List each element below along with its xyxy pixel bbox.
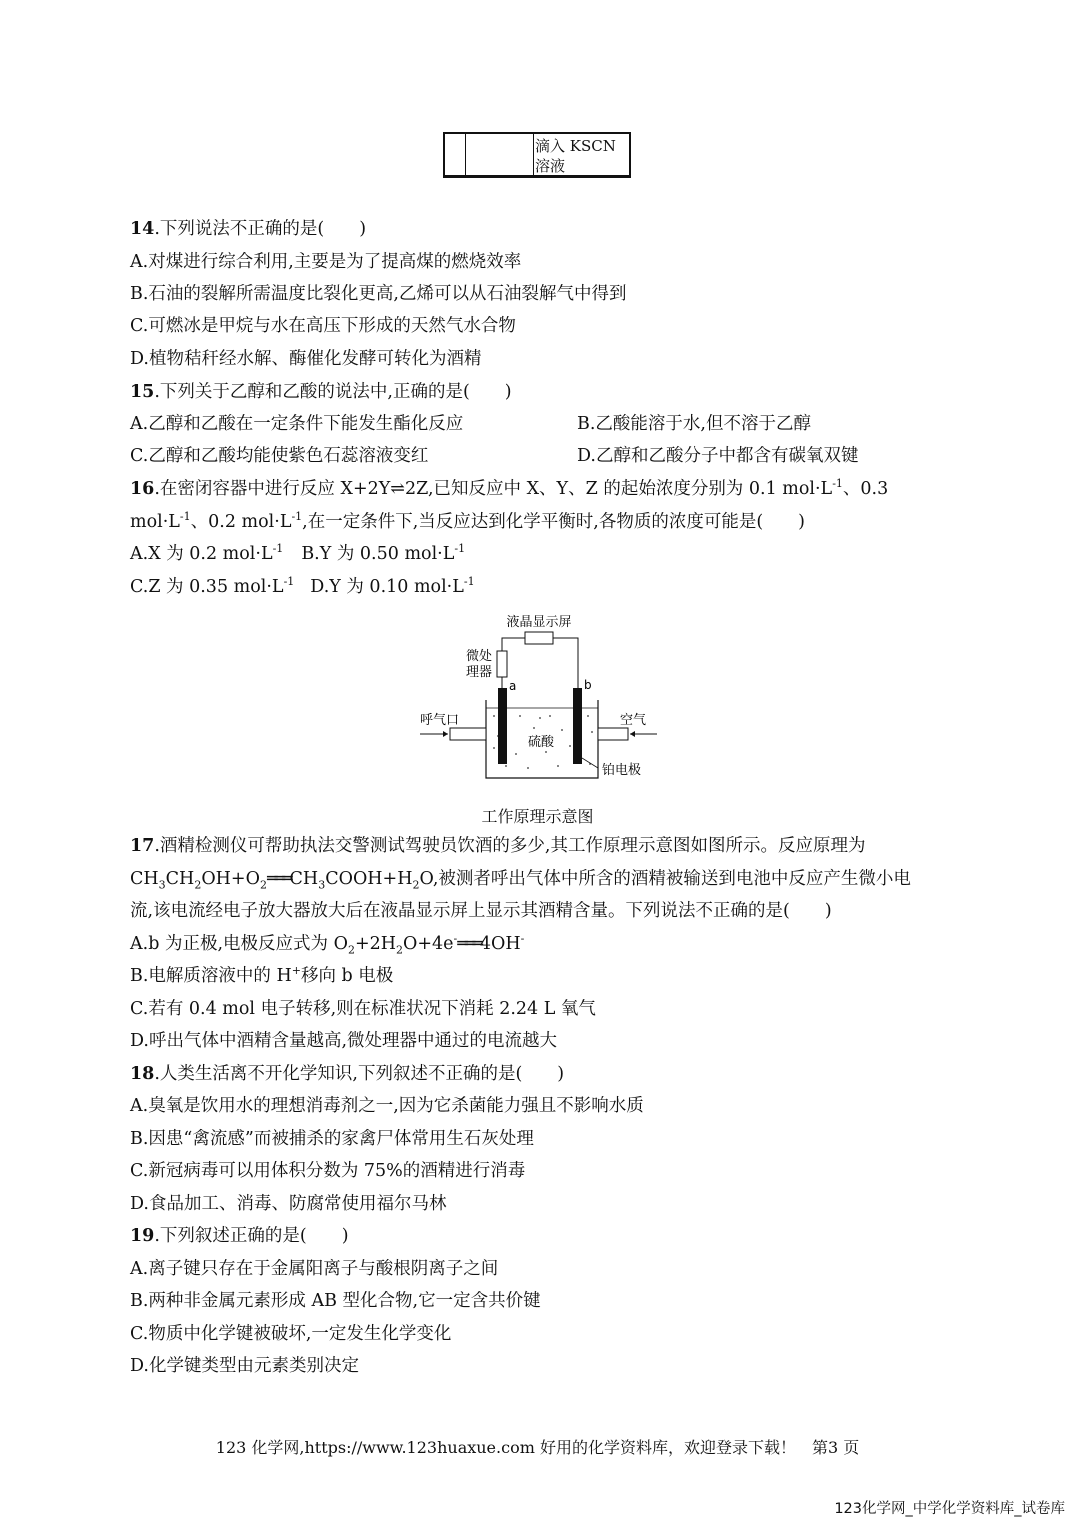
question-text: O+4e — [403, 934, 454, 954]
question-15-stem — [130, 381, 512, 403]
diagram-svg — [410, 608, 670, 798]
page-footer: 123 化学网,https://www.123huaxue.com 好用的化学资料库，欢迎登录下载！ 第3 页 — [215, 1438, 860, 1457]
question-15-option-b: B.乙酸能溶于水,但不溶于乙醇 — [577, 414, 811, 434]
question-18-option-b: B.因患“禽流感”而被捕杀的家禽尸体常用生石灰处理 — [130, 1129, 534, 1149]
question-text: 、0.3 — [842, 479, 889, 499]
question-text: .下列关于乙醇和乙酸的说法中,正确的是( ) — [154, 382, 512, 402]
question-text: B.电解质溶液中的 H — [130, 966, 292, 986]
superscript: -1 — [283, 575, 295, 589]
question-18-stem — [130, 1063, 564, 1085]
question-17-option-d: D.呼出气体中酒精含量越高,微处理器中通过的电流越大 — [130, 1031, 558, 1051]
question-16-option-d: D.Y 为 0.10 mol·L — [310, 577, 464, 597]
processor-label: 微处 — [466, 649, 493, 664]
superscript: -1 — [832, 477, 843, 491]
breath-inlet — [450, 728, 486, 740]
question-14-option-d: D.植物秸秆经水解、酶催化发酵可转化为酒精 — [130, 349, 482, 369]
question-16-option-c: C.Z 为 0.35 mol·L — [130, 577, 284, 597]
question-number: 18 — [130, 1064, 155, 1084]
display-symbol — [525, 632, 553, 644]
air-inlet — [598, 728, 628, 740]
electrode-a-label: a — [509, 679, 517, 693]
watermark-text: 123化学网_中学化学资料库_试卷库 — [834, 1501, 1065, 1517]
question-number: 17 — [130, 836, 155, 856]
superscript: -1 — [179, 510, 191, 524]
question-17-stem-line3: 流,该电流经电子放大器放大后在液晶显示屏上显示其酒精含量。下列说法不正确的是( ) — [130, 901, 832, 921]
superscript: -1 — [454, 542, 466, 556]
table-divider — [533, 134, 534, 175]
question-19-stem — [130, 1225, 349, 1247]
question-19-option-c: C.物质中化学键被破坏,一定发生化学变化 — [130, 1324, 452, 1344]
leader-line — [582, 758, 598, 768]
question-17-equation-line: $CH_3CH_2OH+O_2═══CH_3COOH+H_2O$,被测者呼出气体中所含的酒精被输送到电池中反应产生微小电 — [130, 869, 911, 892]
processor-symbol — [497, 651, 507, 677]
superscript: -1 — [291, 510, 303, 524]
question-16-stem-line2 — [130, 511, 805, 533]
arrowhead — [443, 731, 448, 737]
table-fragment — [443, 132, 631, 178]
question-text: ,在一定条件下,当反应达到化学平衡时,各物质的浓度可能是( ) — [302, 512, 806, 532]
question-text: 4OH — [479, 934, 521, 954]
reversible-arrow: ⇌ — [390, 479, 405, 499]
electrode-a — [498, 688, 507, 764]
table-cell-line: 滴入 KSCN — [535, 137, 616, 155]
breathalyzer-diagram — [410, 608, 670, 802]
question-number: 14 — [130, 219, 155, 239]
table-cell — [535, 136, 616, 176]
question-18-option-d: D.食品加工、消毒、防腐常使用福尔马林 — [130, 1194, 447, 1214]
question-number: 19 — [130, 1226, 155, 1246]
question-text: 移向 b 电极 — [300, 966, 394, 986]
question-15-option-d: D.乙醇和乙酸分子中都含有碳氧双键 — [577, 446, 859, 466]
question-text: 、0.2 mol·L — [190, 512, 292, 532]
question-text: +2H — [354, 934, 397, 954]
diagram-caption: 工作原理示意图 — [481, 807, 594, 826]
arrowhead — [630, 731, 635, 737]
question-text: A.b 为正极,电极反应式为 O — [130, 934, 348, 954]
question-text: 2Z,已知反应中 X、Y、Z 的起始浓度分别为 0.1 mol·L — [404, 479, 833, 499]
question-text: .下列说法不正确的是( ) — [154, 219, 367, 239]
question-18-option-c: C.新冠病毒可以用体积分数为 75%的酒精进行消毒 — [130, 1161, 526, 1181]
question-16-option-a: A.X 为 0.2 mol·L — [130, 544, 273, 564]
air-label: 空气 — [620, 713, 647, 728]
question-17-stem — [130, 835, 865, 857]
question-17-option-b: B.电解质溶液中的 H+移向 b 电极 — [130, 964, 394, 986]
table-cell-line: 溶液 — [535, 157, 566, 175]
question-16-options-ab — [130, 543, 465, 565]
question-text: .酒精检测仪可帮助执法交警测试驾驶员饮酒的多少,其工作原理示意图如图所示。反应原理为 — [154, 836, 866, 856]
question-14-stem — [130, 218, 366, 240]
equals-sign: ═══ — [457, 934, 480, 954]
display-label: 液晶显示屏 — [506, 615, 572, 630]
superscript: -1 — [463, 575, 475, 589]
electrode-b-label: b — [584, 678, 592, 692]
question-19-option-b: B.两种非金属元素形成 AB 型化合物,它一定含共价键 — [130, 1291, 541, 1311]
electrode-b — [573, 688, 582, 764]
question-14-option-c: C.可燃冰是甲烷与水在高压下形成的天然气水合物 — [130, 316, 516, 336]
question-text: ,被测者呼出气体中所含的酒精被输送到电池中反应产生微小电 — [432, 869, 911, 889]
electrode-label: 铂电极 — [602, 763, 642, 778]
question-17-option-a: A.b 为正极,电极反应式为 $O_2+2H_2O+4e^-═══4OH^-$ — [130, 932, 525, 957]
question-14-option-a: A.对煤进行综合利用,主要是为了提高煤的燃烧效率 — [130, 252, 522, 272]
question-18-option-a: A.臭氧是饮用水的理想消毒剂之一,因为它杀菌能力强且不影响水质 — [130, 1096, 644, 1116]
processor-label: 理器 — [466, 665, 493, 680]
question-16-options-cd — [130, 576, 475, 598]
question-15-option-c: C.乙醇和乙酸均能使紫色石蕊溶液变红 — [130, 446, 429, 466]
question-text: .人类生活离不开化学知识,下列叙述不正确的是( ) — [154, 1064, 565, 1084]
question-19-option-d: D.化学键类型由元素类别决定 — [130, 1356, 359, 1376]
question-17-option-c: C.若有 0.4 mol 电子转移,则在标准状况下消耗 2.24 L 氧气 — [130, 999, 596, 1019]
question-15-option-a: A.乙醇和乙酸在一定条件下能发生酯化反应 — [130, 414, 464, 434]
question-19-option-a: A.离子键只存在于金属阳离子与酸根阴离子之间 — [130, 1259, 499, 1279]
question-text: .下列叙述正确的是( ) — [154, 1226, 349, 1246]
question-16-stem — [130, 478, 888, 500]
wire — [553, 638, 578, 688]
superscript: -1 — [272, 542, 284, 556]
question-text: mol·L — [130, 512, 180, 532]
table-divider — [465, 134, 466, 175]
question-14-option-b: B.石油的裂解所需温度比裂化更高,乙烯可以从石油裂解气中得到 — [130, 284, 627, 304]
question-number: 15 — [130, 382, 155, 402]
question-text: .在密闭容器中进行反应 X+2Y — [154, 479, 391, 499]
question-number: 16 — [130, 479, 155, 499]
acid-label: 硫酸 — [528, 735, 555, 750]
question-16-option-b: B.Y 为 0.50 mol·L — [301, 544, 455, 564]
inlet-label: 呼气口 — [420, 713, 460, 728]
equals-sign: ═══ — [266, 869, 290, 889]
